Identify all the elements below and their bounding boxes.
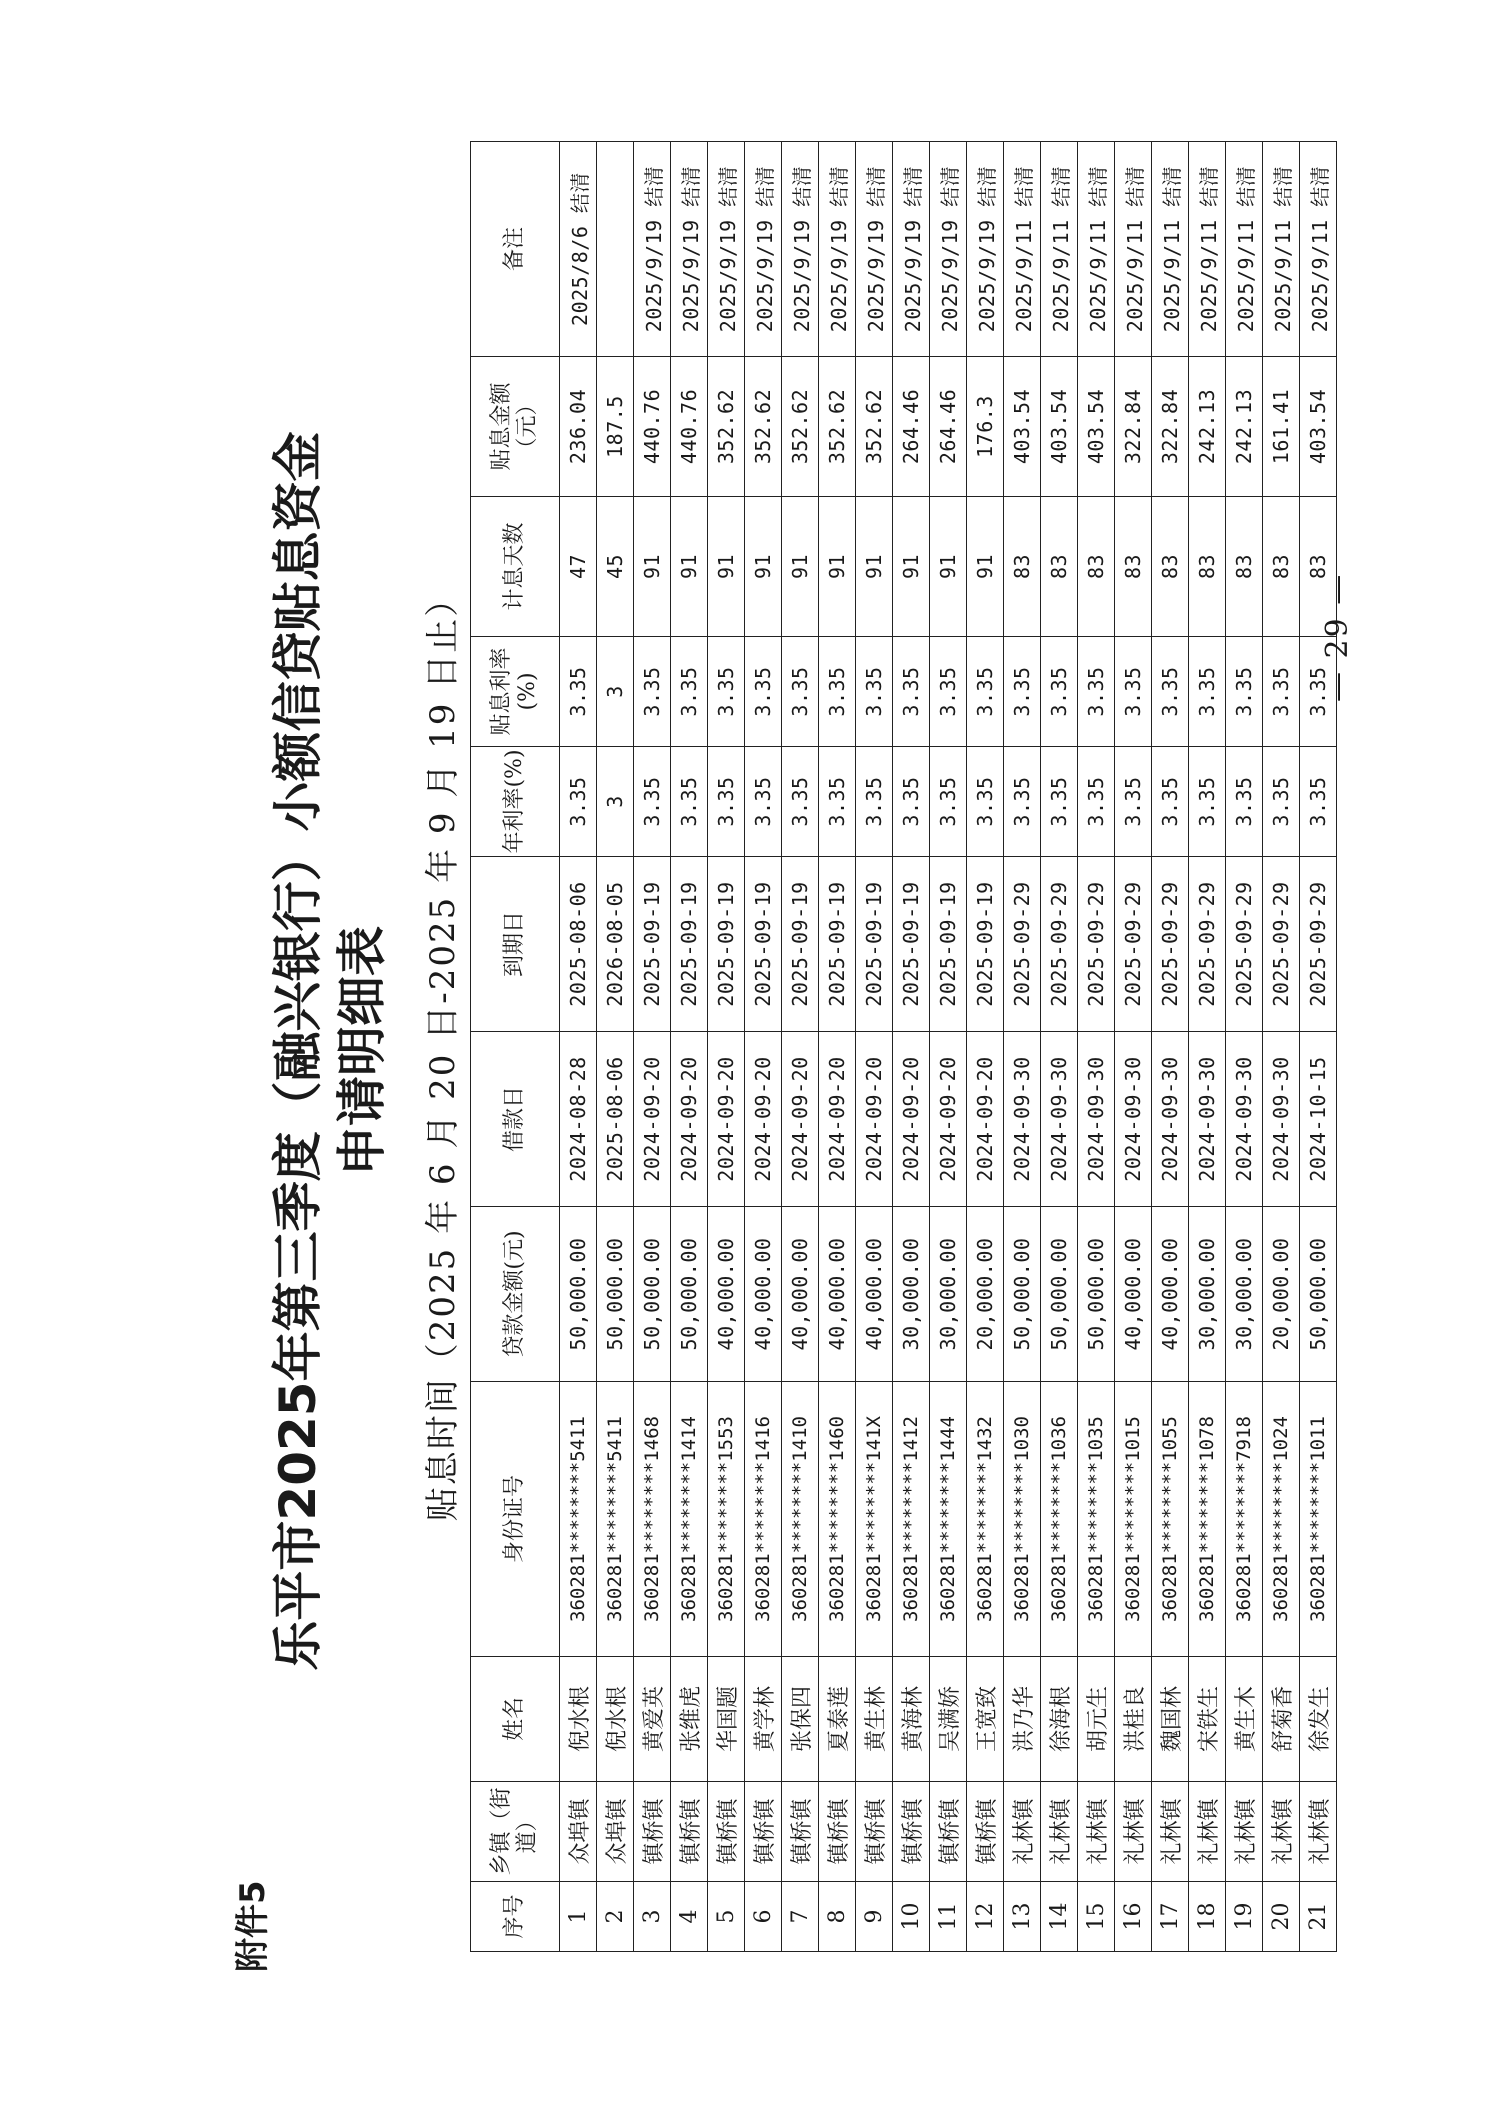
- row-loan-amount: 30,000.00: [1226, 1207, 1263, 1382]
- row-subsidy-rate: 3.35: [819, 637, 856, 747]
- subsidy-period: 贴息时间（2025 年 6 月 20 日-2025 年 9 月 19 日止）: [423, 580, 463, 1522]
- row-name: 王宽致: [967, 1657, 1004, 1782]
- row-remarks: 2025/9/11 结清: [1004, 142, 1041, 357]
- row-interest-days: 83: [1189, 497, 1226, 637]
- row-loan-amount: 50,000.00: [634, 1207, 671, 1382]
- row-loan-amount: 50,000.00: [1300, 1207, 1337, 1382]
- row-interest-days: 91: [930, 497, 967, 637]
- row-loan-date: 2024-09-30: [1189, 1032, 1226, 1207]
- row-annual-rate: 3.35: [893, 747, 930, 857]
- row-interest-days: 91: [634, 497, 671, 637]
- row-loan-amount: 40,000.00: [819, 1207, 856, 1382]
- row-loan-amount: 50,000.00: [560, 1207, 597, 1382]
- header-town: 乡镇（街道）: [471, 1782, 560, 1882]
- row-loan-date: 2024-09-30: [1078, 1032, 1115, 1207]
- row-subsidy-rate: 3.35: [745, 637, 782, 747]
- row-interest-days: 83: [1115, 497, 1152, 637]
- row-subsidy-rate: 3.35: [1115, 637, 1152, 747]
- row-index: 8: [819, 1882, 856, 1952]
- row-subsidy-amount: 322.84: [1115, 357, 1152, 497]
- row-name: 吴满娇: [930, 1657, 967, 1782]
- header-loan-amount: 贷款金额(元): [471, 1207, 560, 1382]
- row-remarks: 2025/9/19 结清: [856, 142, 893, 357]
- row-due-date: 2025-09-29: [1226, 857, 1263, 1032]
- row-annual-rate: 3.35: [1189, 747, 1226, 857]
- table-row: [634, 142, 671, 1952]
- row-interest-days: 83: [1152, 497, 1189, 637]
- row-remarks: 2025/9/11 结清: [1300, 142, 1337, 357]
- row-town: 镇桥镇: [671, 1782, 708, 1882]
- row-subsidy-rate: 3.35: [893, 637, 930, 747]
- table-row: [745, 142, 782, 1952]
- row-loan-date: 2024-09-20: [893, 1032, 930, 1207]
- row-index: 4: [671, 1882, 708, 1952]
- table-row: [1189, 142, 1226, 1952]
- row-remarks: 2025/9/11 结清: [1078, 142, 1115, 357]
- row-loan-date: 2024-10-15: [1300, 1032, 1337, 1207]
- row-subsidy-rate: 3.35: [708, 637, 745, 747]
- row-id-number: 360281********1035: [1078, 1382, 1115, 1657]
- row-town: 礼林镇: [1226, 1782, 1263, 1882]
- row-loan-date: 2024-09-20: [967, 1032, 1004, 1207]
- row-interest-days: 91: [782, 497, 819, 637]
- row-name: 黄生林: [856, 1657, 893, 1782]
- attachment-label: 附件5: [233, 1880, 273, 1972]
- row-subsidy-amount: 176.3: [967, 357, 1004, 497]
- row-town: 礼林镇: [1263, 1782, 1300, 1882]
- row-id-number: 360281********1015: [1115, 1382, 1152, 1657]
- row-subsidy-amount: 440.76: [634, 357, 671, 497]
- row-loan-amount: 20,000.00: [967, 1207, 1004, 1382]
- row-interest-days: 91: [893, 497, 930, 637]
- row-remarks: 2025/9/19 结清: [893, 142, 930, 357]
- table-row: [782, 142, 819, 1952]
- table-row: [856, 142, 893, 1952]
- row-id-number: 360281********7918: [1226, 1382, 1263, 1657]
- row-due-date: 2025-09-19: [893, 857, 930, 1032]
- row-due-date: 2025-09-29: [1300, 857, 1337, 1032]
- table-row: [560, 142, 597, 1952]
- table-row: [930, 142, 967, 1952]
- row-index: 9: [856, 1882, 893, 1952]
- row-due-date: 2025-09-19: [671, 857, 708, 1032]
- row-id-number: 360281********1036: [1041, 1382, 1078, 1657]
- row-loan-amount: 50,000.00: [1041, 1207, 1078, 1382]
- row-interest-days: 83: [1041, 497, 1078, 637]
- row-interest-days: 91: [671, 497, 708, 637]
- row-annual-rate: 3.35: [782, 747, 819, 857]
- row-town: 镇桥镇: [893, 1782, 930, 1882]
- row-loan-amount: 30,000.00: [893, 1207, 930, 1382]
- row-subsidy-rate: 3.35: [1189, 637, 1226, 747]
- row-name: 倪水根: [597, 1657, 634, 1782]
- row-due-date: 2025-09-29: [1115, 857, 1152, 1032]
- row-subsidy-rate: 3.35: [1004, 637, 1041, 747]
- table-row: [1115, 142, 1152, 1952]
- row-loan-date: 2025-08-06: [597, 1032, 634, 1207]
- row-loan-amount: 30,000.00: [1189, 1207, 1226, 1382]
- row-loan-amount: 20,000.00: [1263, 1207, 1300, 1382]
- row-id-number: 360281********1024: [1263, 1382, 1300, 1657]
- header-id-number: 身份证号: [471, 1382, 560, 1657]
- row-annual-rate: 3.35: [745, 747, 782, 857]
- row-index: 5: [708, 1882, 745, 1952]
- row-loan-date: 2024-09-30: [1226, 1032, 1263, 1207]
- row-due-date: 2025-09-19: [708, 857, 745, 1032]
- row-id-number: 360281********5411: [597, 1382, 634, 1657]
- row-interest-days: 91: [967, 497, 1004, 637]
- row-subsidy-amount: 403.54: [1078, 357, 1115, 497]
- row-index: 18: [1189, 1882, 1226, 1952]
- row-name: 倪水根: [560, 1657, 597, 1782]
- row-due-date: 2025-09-29: [1189, 857, 1226, 1032]
- row-due-date: 2025-09-29: [1263, 857, 1300, 1032]
- row-subsidy-rate: 3.35: [1041, 637, 1078, 747]
- header-remarks: 备注: [471, 142, 560, 357]
- row-loan-amount: 50,000.00: [1078, 1207, 1115, 1382]
- header-due-date: 到期日: [471, 857, 560, 1032]
- row-annual-rate: 3.35: [560, 747, 597, 857]
- row-name: 张保四: [782, 1657, 819, 1782]
- row-loan-amount: 40,000.00: [708, 1207, 745, 1382]
- row-index: 21: [1300, 1882, 1337, 1952]
- row-remarks: 2025/9/19 结清: [634, 142, 671, 357]
- row-interest-days: 47: [560, 497, 597, 637]
- row-loan-amount: 30,000.00: [930, 1207, 967, 1382]
- row-subsidy-amount: 264.46: [930, 357, 967, 497]
- row-subsidy-amount: 187.5: [597, 357, 634, 497]
- row-town: 镇桥镇: [856, 1782, 893, 1882]
- row-subsidy-rate: 3.35: [1226, 637, 1263, 747]
- row-annual-rate: 3.35: [1115, 747, 1152, 857]
- table-row: [1041, 142, 1078, 1952]
- row-town: 众埠镇: [560, 1782, 597, 1882]
- row-subsidy-amount: 264.46: [893, 357, 930, 497]
- row-annual-rate: 3.35: [930, 747, 967, 857]
- row-annual-rate: 3.35: [1152, 747, 1189, 857]
- row-loan-date: 2024-09-20: [671, 1032, 708, 1207]
- row-index: 10: [893, 1882, 930, 1952]
- row-remarks: 2025/9/19 结清: [708, 142, 745, 357]
- header-annual-rate: 年利率(%): [471, 747, 560, 857]
- row-index: 11: [930, 1882, 967, 1952]
- row-interest-days: 45: [597, 497, 634, 637]
- row-subsidy-amount: 352.62: [782, 357, 819, 497]
- row-town: 礼林镇: [1300, 1782, 1337, 1882]
- table-row: [671, 142, 708, 1952]
- row-due-date: 2025-09-19: [967, 857, 1004, 1032]
- row-loan-date: 2024-09-20: [634, 1032, 671, 1207]
- row-subsidy-amount: 440.76: [671, 357, 708, 497]
- row-remarks: 2025/9/11 结清: [1263, 142, 1300, 357]
- row-subsidy-amount: 403.54: [1300, 357, 1337, 497]
- row-interest-days: 83: [1300, 497, 1337, 637]
- row-name: 黄海林: [893, 1657, 930, 1782]
- row-name: 舒菊香: [1263, 1657, 1300, 1782]
- row-subsidy-amount: 352.62: [745, 357, 782, 497]
- row-id-number: 360281********1030: [1004, 1382, 1041, 1657]
- table-body: [560, 142, 1337, 1952]
- row-due-date: 2025-09-19: [819, 857, 856, 1032]
- row-annual-rate: 3.35: [1078, 747, 1115, 857]
- row-town: 镇桥镇: [819, 1782, 856, 1882]
- row-index: 15: [1078, 1882, 1115, 1952]
- row-name: 黄学林: [745, 1657, 782, 1782]
- row-remarks: 2025/9/11 结清: [1152, 142, 1189, 357]
- table-row: [708, 142, 745, 1952]
- row-id-number: 360281********1416: [745, 1382, 782, 1657]
- table-row: [819, 142, 856, 1952]
- row-remarks: 2025/9/19 结清: [782, 142, 819, 357]
- row-id-number: 360281********1078: [1189, 1382, 1226, 1657]
- row-index: 6: [745, 1882, 782, 1952]
- row-name: 夏泰莲: [819, 1657, 856, 1782]
- row-loan-date: 2024-08-28: [560, 1032, 597, 1207]
- row-interest-days: 83: [1078, 497, 1115, 637]
- header-index: 序号: [471, 1882, 560, 1952]
- header-interest-days: 计息天数: [471, 497, 560, 637]
- row-loan-amount: 40,000.00: [856, 1207, 893, 1382]
- row-loan-date: 2024-09-20: [856, 1032, 893, 1207]
- row-name: 黄爱英: [634, 1657, 671, 1782]
- row-subsidy-rate: 3.35: [671, 637, 708, 747]
- header-loan-date: 借款日: [471, 1032, 560, 1207]
- row-annual-rate: 3.35: [1041, 747, 1078, 857]
- page-number: — 29 —: [1320, 572, 1355, 702]
- row-index: 7: [782, 1882, 819, 1952]
- row-due-date: 2025-09-29: [1004, 857, 1041, 1032]
- row-due-date: 2025-09-19: [782, 857, 819, 1032]
- row-remarks: 2025/9/11 结清: [1189, 142, 1226, 357]
- row-town: 镇桥镇: [782, 1782, 819, 1882]
- row-interest-days: 91: [708, 497, 745, 637]
- row-id-number: 360281********5411: [560, 1382, 597, 1657]
- document-subtitle: 申请明细表: [333, 926, 391, 1176]
- row-index: 12: [967, 1882, 1004, 1952]
- row-loan-date: 2024-09-30: [1263, 1032, 1300, 1207]
- row-name: 宋铁生: [1189, 1657, 1226, 1782]
- row-index: 20: [1263, 1882, 1300, 1952]
- table-row: [1078, 142, 1115, 1952]
- row-id-number: 360281********1460: [819, 1382, 856, 1657]
- row-annual-rate: 3.35: [1263, 747, 1300, 857]
- row-id-number: 360281********1011: [1300, 1382, 1337, 1657]
- row-interest-days: 83: [1004, 497, 1041, 637]
- row-loan-amount: 50,000.00: [597, 1207, 634, 1382]
- row-index: 14: [1041, 1882, 1078, 1952]
- row-name: 魏国林: [1152, 1657, 1189, 1782]
- row-due-date: 2026-08-05: [597, 857, 634, 1032]
- table-row: [597, 142, 634, 1952]
- table-header-row: [471, 142, 560, 1952]
- row-subsidy-rate: 3.35: [1263, 637, 1300, 747]
- row-loan-date: 2024-09-30: [1152, 1032, 1189, 1207]
- row-due-date: 2025-09-19: [634, 857, 671, 1032]
- row-annual-rate: 3: [597, 747, 634, 857]
- row-town: 礼林镇: [1115, 1782, 1152, 1882]
- row-town: 镇桥镇: [745, 1782, 782, 1882]
- row-subsidy-rate: 3.35: [1078, 637, 1115, 747]
- row-index: 2: [597, 1882, 634, 1952]
- table-row: [967, 142, 1004, 1952]
- row-loan-amount: 40,000.00: [1115, 1207, 1152, 1382]
- row-annual-rate: 3.35: [856, 747, 893, 857]
- row-name: 洪桂良: [1115, 1657, 1152, 1782]
- row-due-date: 2025-09-29: [1041, 857, 1078, 1032]
- table-row: [1263, 142, 1300, 1952]
- row-id-number: 360281********1432: [967, 1382, 1004, 1657]
- document-title: 乐平市2025年第三季度（融兴银行）小额信贷贴息资金: [269, 431, 327, 1671]
- row-town: 镇桥镇: [930, 1782, 967, 1882]
- row-id-number: 360281********141X: [856, 1382, 893, 1657]
- row-town: 镇桥镇: [967, 1782, 1004, 1882]
- row-due-date: 2025-09-19: [745, 857, 782, 1032]
- row-interest-days: 83: [1226, 497, 1263, 637]
- row-loan-date: 2024-09-20: [930, 1032, 967, 1207]
- header-subsidy-rate: 贴息利率(%): [471, 637, 560, 747]
- row-remarks: 2025/9/11 结清: [1041, 142, 1078, 357]
- row-subsidy-rate: 3.35: [560, 637, 597, 747]
- row-subsidy-rate: 3.35: [856, 637, 893, 747]
- row-interest-days: 83: [1263, 497, 1300, 637]
- table-row: [1004, 142, 1041, 1952]
- row-remarks: 2025/9/19 结清: [819, 142, 856, 357]
- row-town: 礼林镇: [1189, 1782, 1226, 1882]
- row-id-number: 360281********1055: [1152, 1382, 1189, 1657]
- header-subsidy-amount: 贴息金额（元）: [471, 357, 560, 497]
- row-remarks: 2025/9/19 结清: [671, 142, 708, 357]
- row-town: 礼林镇: [1004, 1782, 1041, 1882]
- table-row: [1300, 142, 1337, 1952]
- row-due-date: 2025-09-19: [930, 857, 967, 1032]
- table-row: [1226, 142, 1263, 1952]
- row-subsidy-amount: 236.04: [560, 357, 597, 497]
- row-subsidy-rate: 3.35: [634, 637, 671, 747]
- row-subsidy-rate: 3.35: [1152, 637, 1189, 747]
- row-town: 礼林镇: [1152, 1782, 1189, 1882]
- row-name: 洪乃华: [1004, 1657, 1041, 1782]
- row-town: 礼林镇: [1041, 1782, 1078, 1882]
- row-loan-date: 2024-09-30: [1004, 1032, 1041, 1207]
- row-subsidy-amount: 242.13: [1226, 357, 1263, 497]
- row-due-date: 2025-09-19: [856, 857, 893, 1032]
- row-interest-days: 91: [745, 497, 782, 637]
- row-index: 1: [560, 1882, 597, 1952]
- row-id-number: 360281********1468: [634, 1382, 671, 1657]
- row-subsidy-amount: 403.54: [1041, 357, 1078, 497]
- row-subsidy-rate: 3.35: [1300, 637, 1337, 747]
- row-remarks: [597, 142, 634, 357]
- row-subsidy-amount: 322.84: [1152, 357, 1189, 497]
- row-loan-amount: 40,000.00: [745, 1207, 782, 1382]
- row-subsidy-rate: 3.35: [967, 637, 1004, 747]
- row-remarks: 2025/9/19 结清: [930, 142, 967, 357]
- row-index: 3: [634, 1882, 671, 1952]
- row-remarks: 2025/9/19 结清: [745, 142, 782, 357]
- row-id-number: 360281********1444: [930, 1382, 967, 1657]
- row-name: 胡元生: [1078, 1657, 1115, 1782]
- row-name: 黄生木: [1226, 1657, 1263, 1782]
- row-subsidy-amount: 242.13: [1189, 357, 1226, 497]
- row-town: 镇桥镇: [634, 1782, 671, 1882]
- row-loan-amount: 50,000.00: [671, 1207, 708, 1382]
- row-subsidy-amount: 352.62: [856, 357, 893, 497]
- row-due-date: 2025-09-29: [1078, 857, 1115, 1032]
- row-id-number: 360281********1412: [893, 1382, 930, 1657]
- row-remarks: 2025/9/11 结清: [1115, 142, 1152, 357]
- row-id-number: 360281********1414: [671, 1382, 708, 1657]
- row-id-number: 360281********1410: [782, 1382, 819, 1657]
- row-subsidy-rate: 3: [597, 637, 634, 747]
- row-subsidy-amount: 352.62: [708, 357, 745, 497]
- row-interest-days: 91: [819, 497, 856, 637]
- row-id-number: 360281********1553: [708, 1382, 745, 1657]
- row-subsidy-amount: 161.41: [1263, 357, 1300, 497]
- row-index: 13: [1004, 1882, 1041, 1952]
- header-name: 姓名: [471, 1657, 560, 1782]
- row-annual-rate: 3.35: [708, 747, 745, 857]
- row-index: 17: [1152, 1882, 1189, 1952]
- row-loan-date: 2024-09-20: [708, 1032, 745, 1207]
- row-loan-amount: 40,000.00: [782, 1207, 819, 1382]
- row-loan-amount: 40,000.00: [1152, 1207, 1189, 1382]
- row-name: 华国题: [708, 1657, 745, 1782]
- row-town: 众埠镇: [597, 1782, 634, 1882]
- row-loan-date: 2024-09-20: [819, 1032, 856, 1207]
- row-town: 镇桥镇: [708, 1782, 745, 1882]
- row-subsidy-rate: 3.35: [782, 637, 819, 747]
- row-index: 16: [1115, 1882, 1152, 1952]
- row-loan-date: 2024-09-30: [1115, 1032, 1152, 1207]
- row-name: 徐发生: [1300, 1657, 1337, 1782]
- row-subsidy-amount: 352.62: [819, 357, 856, 497]
- row-interest-days: 91: [856, 497, 893, 637]
- row-annual-rate: 3.35: [1226, 747, 1263, 857]
- row-remarks: 2025/9/11 结清: [1226, 142, 1263, 357]
- subsidy-table: [470, 141, 1337, 1952]
- row-town: 礼林镇: [1078, 1782, 1115, 1882]
- row-annual-rate: 3.35: [671, 747, 708, 857]
- row-annual-rate: 3.35: [634, 747, 671, 857]
- row-annual-rate: 3.35: [819, 747, 856, 857]
- table-row: [1152, 142, 1189, 1952]
- row-due-date: 2025-08-06: [560, 857, 597, 1032]
- row-name: 徐海根: [1041, 1657, 1078, 1782]
- row-due-date: 2025-09-29: [1152, 857, 1189, 1032]
- row-annual-rate: 3.35: [1300, 747, 1337, 857]
- table-row: [893, 142, 930, 1952]
- row-subsidy-rate: 3.35: [930, 637, 967, 747]
- row-subsidy-amount: 403.54: [1004, 357, 1041, 497]
- row-annual-rate: 3.35: [967, 747, 1004, 857]
- row-loan-date: 2024-09-20: [745, 1032, 782, 1207]
- row-name: 张维虎: [671, 1657, 708, 1782]
- row-remarks: 2025/8/6 结清: [560, 142, 597, 357]
- row-loan-amount: 50,000.00: [1004, 1207, 1041, 1382]
- row-index: 19: [1226, 1882, 1263, 1952]
- row-loan-date: 2024-09-30: [1041, 1032, 1078, 1207]
- row-annual-rate: 3.35: [1004, 747, 1041, 857]
- row-remarks: 2025/9/19 结清: [967, 142, 1004, 357]
- row-loan-date: 2024-09-20: [782, 1032, 819, 1207]
